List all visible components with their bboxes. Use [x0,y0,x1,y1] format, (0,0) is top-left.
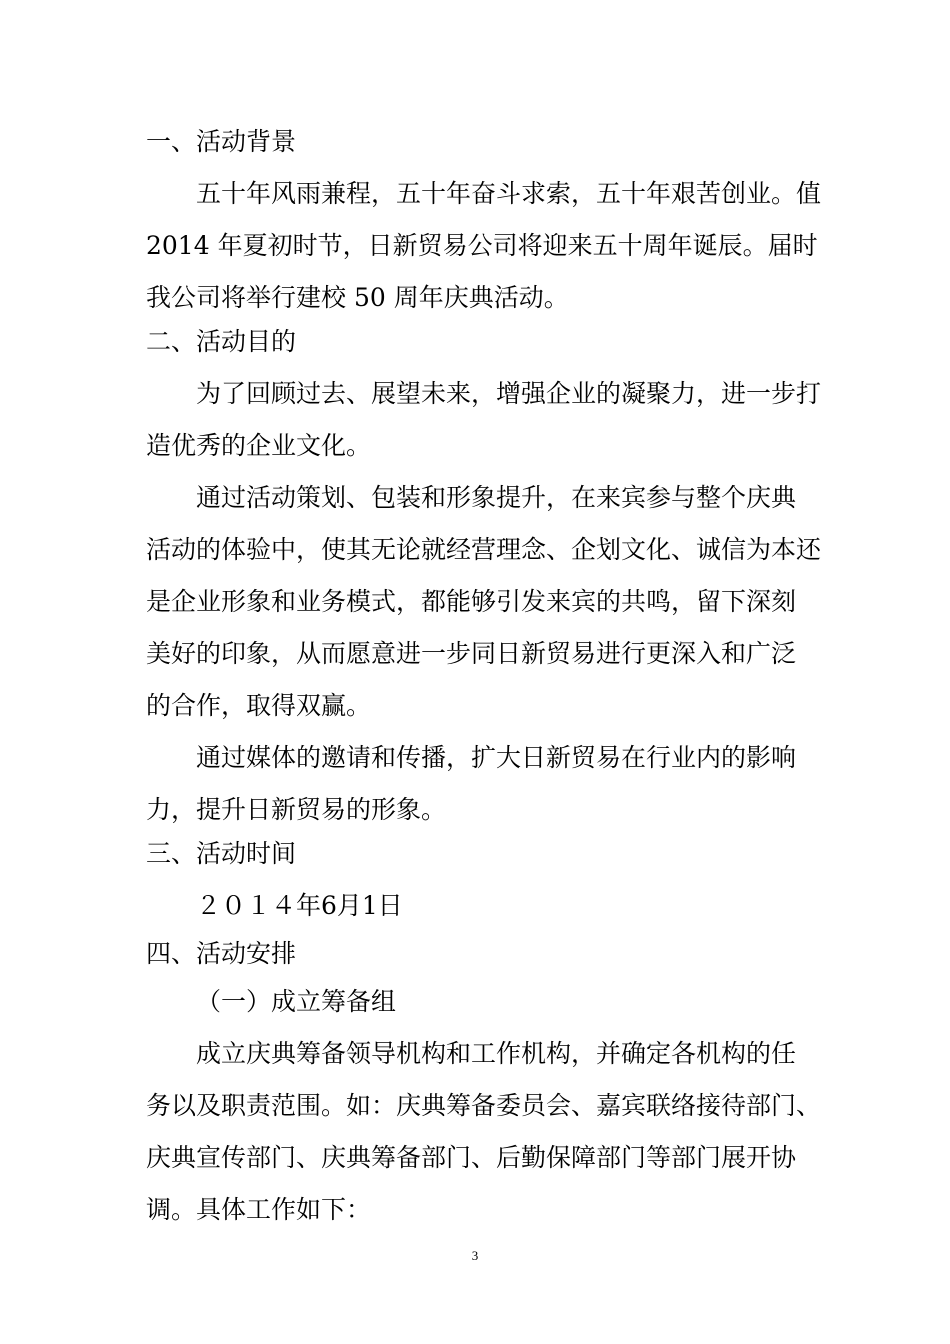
heading-activity-time: 三、活动时间 [146,839,297,868]
paragraph-line: 我公司将举行建校 50 周年庆典活动。 [146,283,569,312]
paragraph-line: 活动的体验中，使其无论就经营理念、企划文化、诚信为本还 [146,535,822,564]
paragraph-line: 务以及职责范围。如：庆典筹备委员会、嘉宾联络接待部门、 [146,1091,822,1120]
heading-activity-arrangement: 四、活动安排 [146,939,297,968]
paragraph-line: 庆典宣传部门、庆典筹备部门、后勤保障部门等部门展开协 [146,1143,797,1172]
paragraph-line: 五十年风雨兼程，五十年奋斗求索，五十年艰苦创业。值 [196,179,822,208]
paragraph-line: 为了回顾过去、展望未来，增强企业的凝聚力，进一步打 [196,379,822,408]
paragraph-line: 美好的印象，从而愿意进一步同日新贸易进行更深入和广泛 [146,639,797,668]
heading-activity-background: 一、活动背景 [146,127,297,156]
activity-date: ２０１４年6月1日 [196,891,403,920]
paragraph-line: 造优秀的企业文化。 [146,431,372,460]
heading-activity-purpose: 二、活动目的 [146,327,297,356]
subheading-preparation-group: （一）成立筹备组 [196,987,397,1016]
paragraph-line: 2014 年夏初时节，日新贸易公司将迎来五十周年诞辰。届时 [146,231,818,260]
paragraph-line: 成立庆典筹备领导机构和工作机构，并确定各机构的任 [196,1039,797,1068]
paragraph-line: 通过媒体的邀请和传播，扩大日新贸易在行业内的影响 [196,743,797,772]
paragraph-line: 力，提升日新贸易的形象。 [146,795,447,824]
page-number: 3 [471,1248,479,1263]
paragraph-line: 调。具体工作如下： [146,1195,372,1224]
paragraph-line: 通过活动策划、包装和形象提升，在来宾参与整个庆典 [196,483,797,512]
paragraph-line: 的合作，取得双赢。 [146,691,372,720]
paragraph-line: 是企业形象和业务模式，都能够引发来宾的共鸣，留下深刻 [146,587,797,616]
